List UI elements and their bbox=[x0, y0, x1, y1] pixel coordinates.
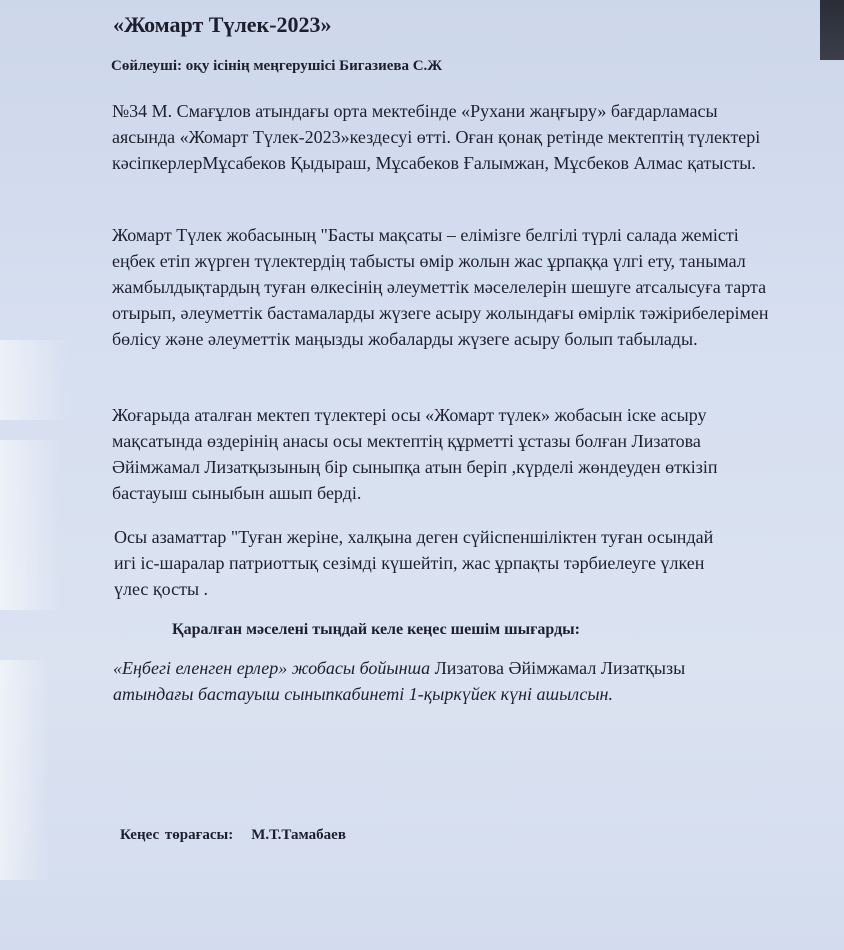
decision-person: Лизатова Әйімжамал Лизатқызы bbox=[430, 658, 686, 678]
chair-signature-line bbox=[120, 827, 346, 844]
document-title: «Жомарт Түлек-2023» bbox=[113, 12, 332, 37]
decision-action: атындағы бастауыш сыныпкабинеті 1-қыркүйек күні ашылсын. bbox=[113, 684, 613, 704]
decision-text bbox=[113, 655, 733, 707]
screen-glare bbox=[0, 440, 60, 610]
paragraph-graduates: Жоғарыда аталған мектеп түлектері осы «Жомарт түлек» жобасын іске асыру мақсатында өздерінің анасы осы мектептің құрметті ұстазы болған Лизатова Әйімжамал Лизатқызының бір сыныпқа атын беріп ,күрделі жөндеуден өткізіп бастауыш сыныбын ашып берді. bbox=[112, 405, 718, 503]
paragraph-contribution: Осы азаматтар "Туған жеріне, халқына деген сүйіспеншіліктен туған осындай игі іс-шаралар патриоттық сезімді күшейтіп, жас ұрпақты тәрбиелеуге үлкен үлес қосты . bbox=[114, 527, 714, 599]
chair-name: М.Т.Тамабаев bbox=[251, 827, 346, 843]
decision-project: «Еңбегі еленген ерлер» жобасы бойынша bbox=[113, 658, 431, 678]
speaker-line: Сөйлеуші: оқу ісінің меңгерушісі Бигазиева С.Ж bbox=[111, 58, 443, 74]
decision-heading: Қаралған мәселені тыңдай келе кеңес шешім шығарды: bbox=[172, 621, 580, 638]
paragraph-intro: №34 М. Смағұлов атындағы орта мектебінде «Рухани жаңғыру» бағдарламасы аясында «Жомарт Түлек-2023»кездесуі өтті. Оған қонақ ретінде мектептің түлектері кәсіпкерлерМұсабеков Қыдыраш, Мұсабеков Ғалымжан, Мұсбеков Алмас қатысты. bbox=[112, 101, 761, 173]
dark-corner bbox=[820, 0, 844, 60]
screen-glare bbox=[0, 340, 70, 420]
screen-glare bbox=[0, 660, 50, 880]
chair-label: Кеңес төрағасы: bbox=[120, 827, 234, 843]
paragraph-goal: Жомарт Түлек жобасының "Басты мақсаты – елімізге белгілі түрлі салада жемісті еңбек етіп жүрген түлектердің табысты өмір жолын жас ұрпаққа үлгі ету, танымал жамбылдықтардың туған өлкесінің әлеуметтік мәселелерін шешуге атсалысуға тарта отырып, әлеуметтік бастамаларды жүзеге асыру жолындағы өмірлік тәжірибелерімен бөлісу және әлеуметтік маңызды жобаларды жүзеге асыру болып табылады. bbox=[112, 225, 769, 349]
